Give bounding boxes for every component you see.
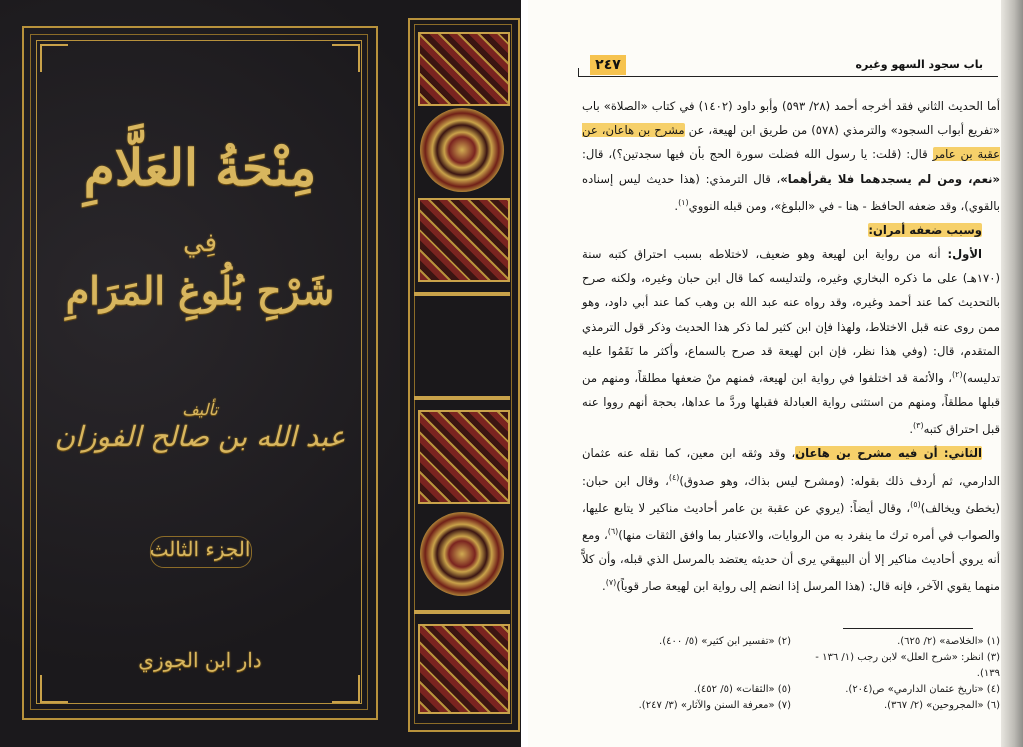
footnote: (٢) «تفسير ابن كثير» (٥/ ٤٠٠). (659, 636, 791, 647)
footnote-row (582, 698, 1000, 714)
footnote-ref: (٢) (952, 370, 963, 380)
footnote-ref: (٦) (607, 526, 619, 536)
highlighted-text: وسبب ضعفه أمران: (868, 222, 982, 237)
page-edge (1001, 0, 1023, 747)
footnote-row (582, 650, 1000, 682)
gutter (521, 0, 528, 747)
footnote: (١) «الخلاصة» (٢/ ٦٢٥). (897, 636, 1000, 647)
corner-ornament-icon (40, 675, 68, 703)
paragraph (582, 94, 1000, 218)
cover-author: عبد الله بن صالح الفوزان (54, 420, 346, 453)
footnote (582, 650, 791, 682)
spine-divider (414, 396, 510, 400)
text-run: . (909, 422, 914, 437)
footnote: (٤) «تاريخ عثمان الدارمي» ص(٢٠٤). (845, 684, 1000, 695)
running-head: باب سجود السهو وغيره (855, 58, 983, 71)
text-run: «نعم، ومن لم يسجدهما فلا يقرأهما» (780, 171, 1000, 186)
paragraph (582, 441, 1000, 598)
spine-divider (414, 292, 510, 296)
footnote: (٥) «الثقات» (٥/ ٤٥٢). (693, 684, 791, 695)
cover-title: مِنْحَةُ العَلَّامِ (83, 138, 317, 197)
cover-volume: الجزء الثالث (149, 537, 251, 561)
corner-ornament-icon (332, 44, 360, 72)
spine-divider (414, 610, 510, 614)
footnote-ref: (٧) (605, 578, 617, 588)
text-page (528, 0, 1023, 747)
header-rule (578, 76, 998, 77)
text-run: . (674, 198, 679, 213)
highlighted-text: مشرح بن هاعان، عن عقبة بن عامر (582, 123, 1000, 162)
spine-medallion-icon (420, 512, 504, 596)
footnotes (582, 634, 1000, 714)
footnote-ref: (١) (678, 197, 689, 207)
footnote-ref: (٥) (910, 499, 921, 509)
corner-ornament-icon (332, 675, 360, 703)
spine-panel-bottom (418, 624, 510, 714)
cover-author-label: تأليف (182, 400, 218, 419)
spine-panel (418, 198, 510, 282)
spine-panel-top (418, 32, 510, 106)
text-run: ، وقال ابن حبان: (يخطئ ويخالف) (582, 473, 1000, 515)
cover-title-connector: فِي (182, 228, 218, 258)
text-run: أنه من رواية ابن لهيعة وهو ضعيف، لاختلاطه بسبب احتراق كتبه سنة (١٧٠هـ) على ما ذكره البخاري وغيره، ولتدليسه كما قال ابن حبان وغيره، ولكنه صرح بالتحديث كما عند أحمد وغيره، وقد رواه عنه عبد الله بن وهب كما عند أبي داود، وهو ممن روى عنه قبل الاختلاط، ولهذا فإن ابن كثير لما ذكر هذا الحديث وذكر قول الترمذي المتقدم، قال: (وفي هذا نظر، فإن ابن لهيعة قد صرح بالسماع، وأكثر ما نَقَمُوا عليه تدليسه) (582, 247, 1000, 385)
cover-publisher: دار ابن الجوزي (138, 648, 262, 672)
text-run: ، وقد وثقه ابن معين، كما نقله عنه عثمان الدارمي، ثم أردف ذلك بقوله: (ومشرح ليس بذاك، وهو صدوق) (582, 446, 1000, 488)
spine-panel (418, 410, 510, 504)
text-run: ، قال الترمذي: (هذا حديث ليس إسناده بالقوي)، وقد ضعفه الحافظ - هنا - في «البلوغ»، ومن قبله النووي (582, 171, 1000, 213)
book-cover (0, 0, 400, 747)
footnote: (٦) «المجروحين» (٢/ ٣٦٧). (883, 700, 1000, 711)
text-run: الأول: (947, 247, 982, 262)
paragraph (582, 242, 1000, 441)
book-spine (400, 0, 528, 747)
text-run: ، ومع أنه يروي أحاديث مناكير إلا أن البيهقي يرى أن حديثه يعتضد بالمرسل الذي قبله، وأن كلاًّ منهما يقوي الآخر، فإنه قال: (هذا المرسل إذا انضم إلى رواية ابن لهيعة صار قوياً) (582, 527, 1000, 593)
footnote: (٧) «معرفة السنن والآثار» (٣/ ٢٤٧). (638, 700, 791, 711)
footnote-rule (843, 628, 973, 629)
spine-medallion-icon (420, 108, 504, 192)
footnote-row (582, 634, 1000, 650)
text-run: ، والأئمة قد اختلفوا في رواية ابن لهيعة، فمنهم منْ ضعفها مطلقاً، ومنهم من قبلها مطلقاً، ومنهم من استثنى رواية العبادلة فقبلها وردَّ ما عداها، بحجة أنهم رووا عنه قبل احتراق كتبه (582, 370, 1000, 437)
page-number: ٢٤٧ (590, 55, 626, 75)
text-run: قال: (قلت: يا رسول الله فضلت سورة الحج بأن فيها سجدتين؟)، قال: (582, 147, 933, 162)
footnote-ref: (٤) (668, 472, 680, 482)
footnote-row (582, 682, 1000, 698)
cover-subtitle: شَرْحِ بُلُوغِ المَرَامِ (65, 268, 335, 313)
footnote: (٣) انظر: «شرح العلل» لابن رجب (١/ ١٣٦ - ١٣٩). (815, 652, 1000, 679)
text-run: . (602, 578, 606, 593)
footnote-ref: (٣) (913, 421, 924, 431)
text-run: أما الحديث الثاني فقد أخرجه أحمد (٢٨/ ٥٩٣) وأبو داود (١٤٠٢) في كتاب «الصلاة» باب «تفريع أبواب السجود» والترمذي (٥٧٨) من طريق ابن لهيعة، عن (582, 99, 1000, 138)
page-body (582, 94, 1000, 598)
corner-ornament-icon (40, 44, 68, 72)
text-run: ، وقال أيضاً: (يروي عن عقبة بن عامر أحاديث مناكير لا يتابع عليها، والصواب في أمره ترك ما ينفرد به من الروايات، والاعتبار بما وافق الثقات منها) (582, 500, 1000, 542)
paragraph (582, 218, 1000, 242)
highlighted-text: الثاني: أن فيه مشرح بن هاعان (795, 446, 982, 461)
